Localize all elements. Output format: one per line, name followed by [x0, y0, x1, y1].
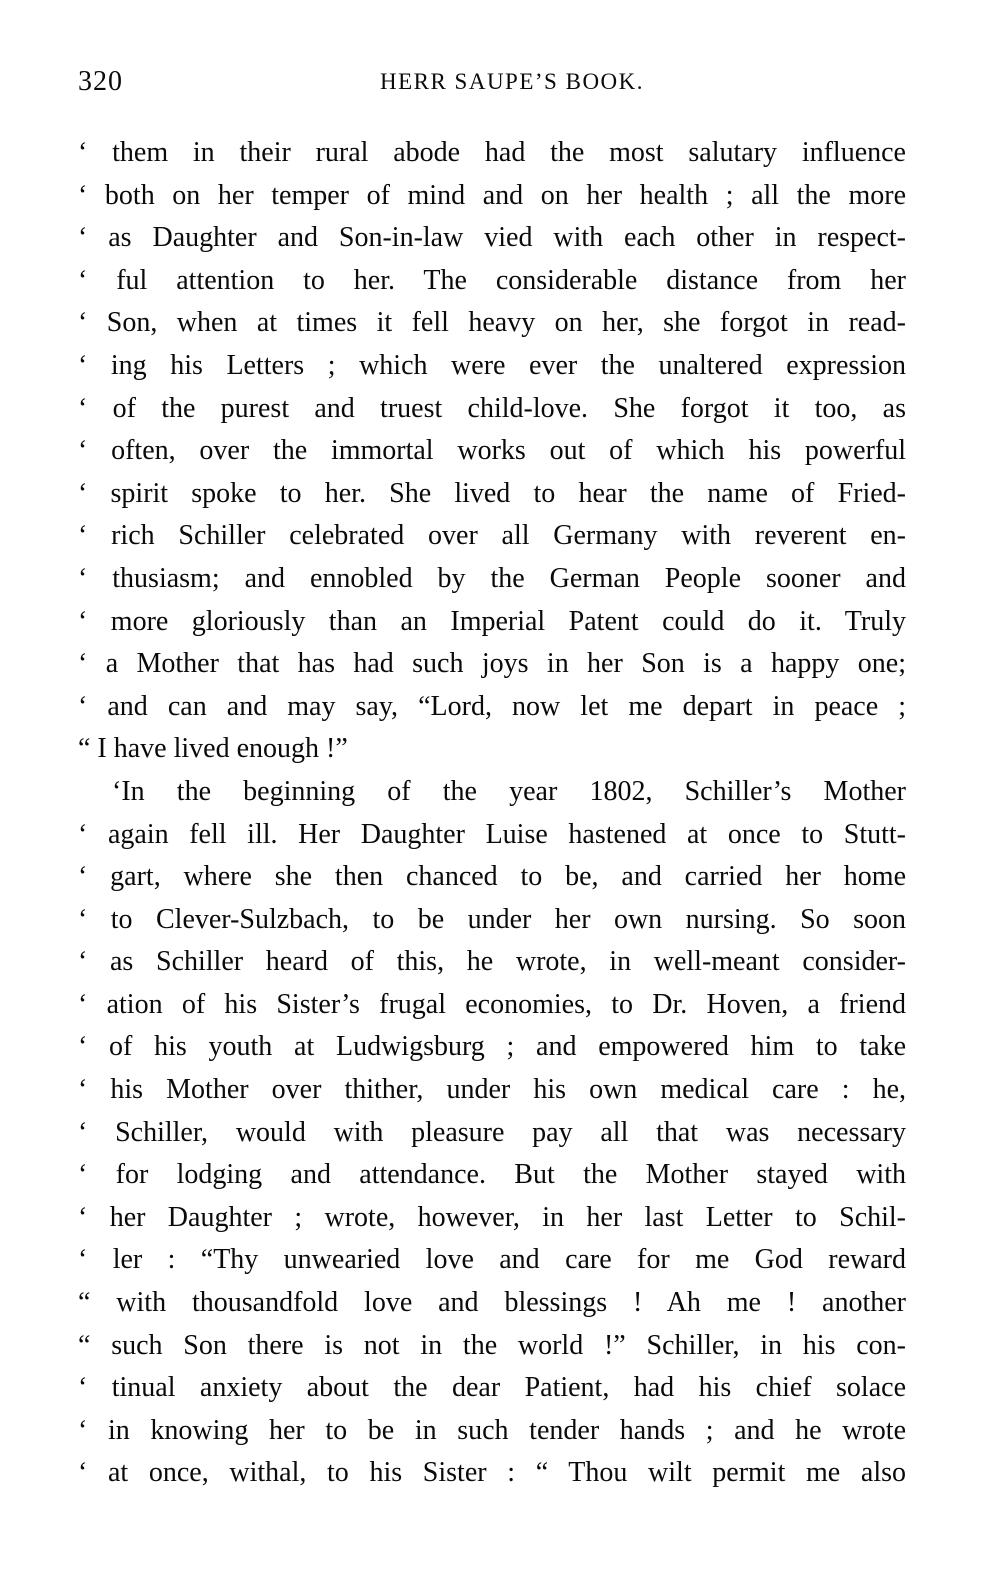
text-line: ‘ ful attention to her. The considerable distance from her: [78, 264, 906, 296]
text-line: “ such Son there is not in the world !” Schiller, in his con-: [78, 1329, 906, 1361]
text-line: ‘ in knowing her to be in such tender hands ; and he wrote: [78, 1414, 906, 1446]
text-line: ‘ more gloriously than an Imperial Patent could do it. Truly: [78, 605, 906, 637]
body-text-block: [78, 132, 906, 1495]
text-line: ‘ Schiller, would with pleasure pay all that was necessary: [78, 1116, 906, 1148]
text-line: ‘ them in their rural abode had the most salutary influence: [78, 137, 906, 168]
text-line: ‘ spirit spoke to her. She lived to hear the name of Fried-: [78, 477, 906, 509]
text-line: “ I have lived enough !”: [78, 733, 348, 765]
text-line: ‘ and can and may say, “Lord, now let me depart in peace ;: [78, 690, 906, 722]
text-line: ‘ rich Schiller celebrated over all Germany with reverent en-: [78, 520, 906, 552]
text-line: ‘ to Clever-Sulzbach, to be under her own nursing. So soon: [78, 903, 906, 935]
text-line: ‘ her Daughter ; wrote, however, in her last Letter to Schil-: [78, 1201, 906, 1233]
text-line: ‘ ler : “Thy unwearied love and care for me God reward: [78, 1244, 906, 1276]
page-number: 320: [78, 66, 123, 97]
text-line: ‘ as Schiller heard of this, he wrote, in well-meant consider-: [78, 946, 906, 978]
text-line: ‘ often, over the immortal works out of which his powerful: [78, 435, 906, 467]
text-line: ‘ for lodging and attendance. But the Mother stayed with: [78, 1159, 906, 1191]
text-line: ‘ his Mother over thither, under his own medical care : he,: [78, 1074, 906, 1106]
text-line: ‘ Son, when at times it fell heavy on her, she forgot in read-: [78, 307, 906, 339]
text-line: ‘ a Mother that has had such joys in her Son is a happy one;: [78, 648, 906, 680]
text-line: ‘ gart, where she then chanced to be, and carried her home: [78, 861, 906, 893]
page-header: [78, 66, 906, 102]
text-line: ‘ ing his Letters ; which were ever the unaltered expression: [78, 349, 906, 381]
running-header-title: HERR SAUPE’S BOOK.: [379, 69, 645, 94]
paragraph: [78, 132, 906, 771]
paragraph: [78, 771, 906, 1495]
text-line: ‘ as Daughter and Son-in-law vied with each other in respect-: [78, 222, 906, 254]
text-line: ‘ thusiasm; and ennobled by the German People sooner and: [78, 562, 906, 594]
text-line: ‘ tinual anxiety about the dear Patient, had his chief solace: [78, 1372, 906, 1404]
text-line: ‘ again fell ill. Her Daughter Luise hastened at once to Stutt-: [78, 818, 906, 850]
text-line: ‘ at once, withal, to his Sister : “ Thou wilt permit me also: [78, 1457, 906, 1489]
text-line: ‘ of his youth at Ludwigsburg ; and empowered him to take: [78, 1031, 906, 1063]
text-line: ‘In the beginning of the year 1802, Schiller’s Mother: [112, 775, 906, 807]
text-line: ‘ both on her temper of mind and on her health ; all the more: [78, 179, 906, 211]
text-line: ‘ of the purest and truest child-love. She forgot it too, as: [78, 392, 906, 424]
text-line: “ with thousandfold love and blessings ! Ah me ! another: [78, 1287, 906, 1319]
text-line: ‘ ation of his Sister’s frugal economies, to Dr. Hoven, a friend: [78, 988, 906, 1020]
